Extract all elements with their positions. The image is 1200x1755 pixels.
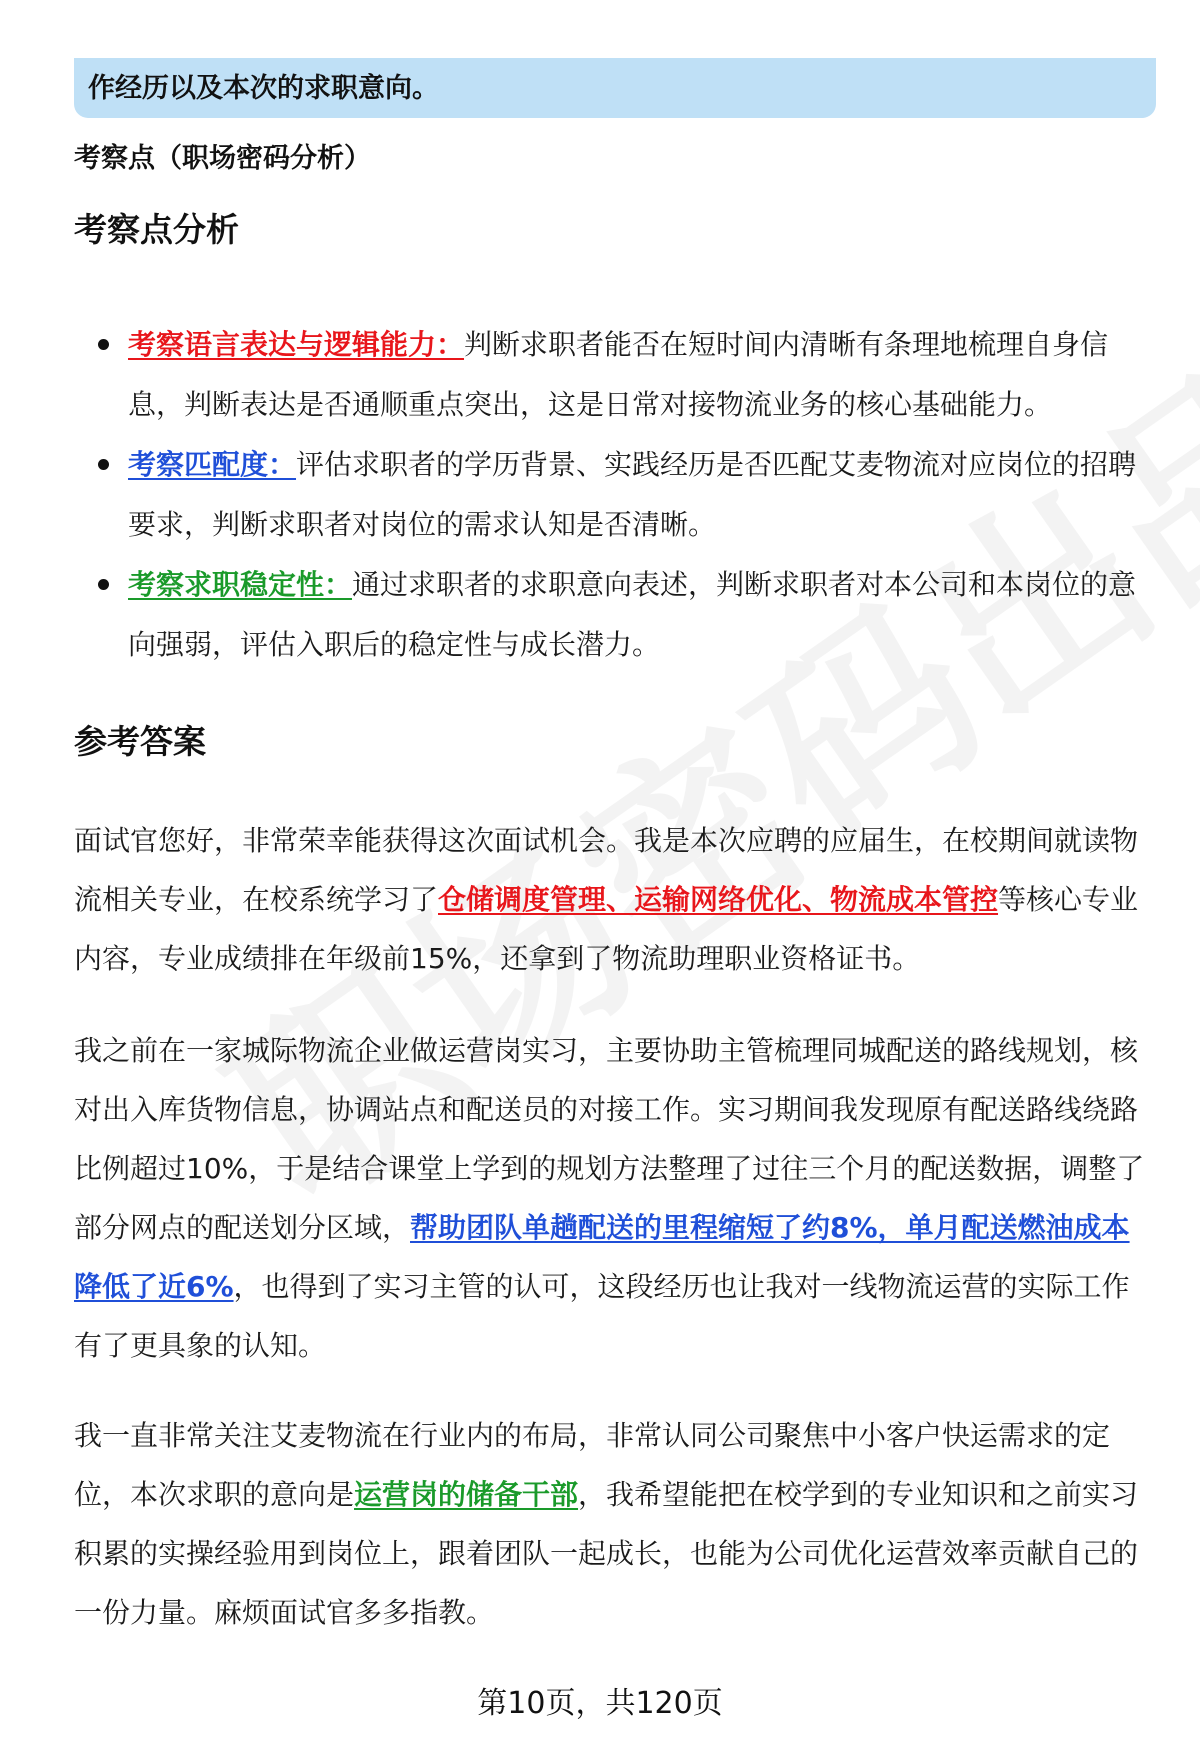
keyword-match: 考察匹配度： [128,448,297,481]
item-text: 通过求职者的求职意向表述，判断求职者对本公司和本岗位的意向强弱，评估入职后的稳定性与成长潜力。 [128,568,1137,661]
paragraph-text: 等核心专业内容，专业成绩排在年级前15%，还拿到了物流助理职业资格证书。 [74,883,1139,975]
answer-paragraph-1 [74,811,1156,988]
analysis-list [74,315,1154,675]
list-item [74,315,1154,435]
paragraph-text: ，我希望能把在校学到的专业知识和之前实习积累的实操经验用到岗位上，跟着团队一起成长，也能为公司优化运营效率贡献自己的一份力量。麻烦面试官多多指教。 [74,1478,1139,1629]
answer-paragraph-2 [74,1021,1156,1375]
paragraph-text: 我之前在一家城际物流企业做运营岗实习，主要协助主管梳理同城配送的路线规划，核对出入库货物信息，协调站点和配送员的对接工作。实习期间我发现原有配送路线绕路比例超过10%，于是结合课堂上学到的规划方法整理了过往三个月的配送数据，调整了部分网点的配送划分区域， [74,1034,1145,1244]
banner-text: 作经历以及本次的求职意向。 [88,73,439,104]
keyword-language: 考察语言表达与逻辑能力： [128,328,465,361]
item-text: 判断求职者能否在短时间内清晰有条理地梳理自身信息，判断表达是否通顺重点突出，这是日常对接物流业务的核心基础能力。 [128,328,1109,421]
highlight-courses: 仓储调度管理、运输网络优化、物流成本管控 [438,883,999,916]
section-banner [74,58,1156,118]
bullet-icon [98,339,109,350]
paragraph-text: 我一直非常关注艾麦物流在行业内的布局，非常认同公司聚焦中小客户快运需求的定位，本次求职的意向是 [74,1419,1111,1511]
analysis-heading: 考察点分析 [74,210,239,249]
page-footer: 第10页，共120页 [477,1686,723,1721]
list-item [74,555,1154,675]
highlight-results: 帮助团队单趟配送的里程缩短了约8%，单月配送燃油成本降低了近6% [74,1211,1130,1303]
highlight-position: 运营岗的储备干部 [354,1478,579,1511]
bullet-icon [98,459,109,470]
answer-heading: 参考答案 [74,722,206,761]
answer-paragraph-3 [74,1406,1156,1642]
subtitle: 考察点（职场密码分析） [74,143,371,174]
keyword-stability: 考察求职稳定性： [128,568,353,601]
item-text: 评估求职者的学历背景、实践经历是否匹配艾麦物流对应岗位的招聘要求，判断求职者对岗位的需求认知是否清晰。 [128,448,1137,541]
paragraph-text: ，也得到了实习主管的认可，这段经历也让我对一线物流运营的实际工作有了更具象的认知。 [74,1270,1130,1362]
paragraph-text: 面试官您好，非常荣幸能获得这次面试机会。我是本次应聘的应届生，在校期间就读物流相关专业，在校系统学习了 [74,824,1139,916]
bullet-icon [98,579,109,590]
list-item [74,435,1154,555]
